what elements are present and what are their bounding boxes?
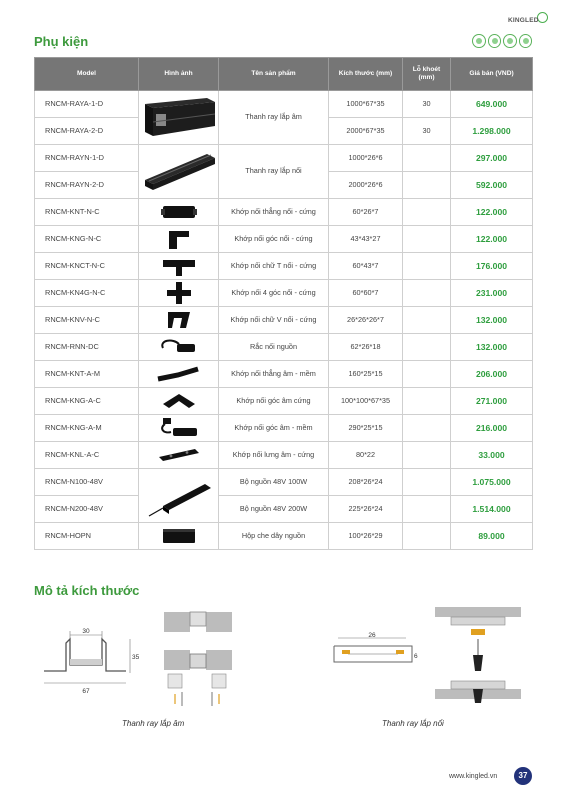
cell-model: RNCM-KNT-N-C [35,199,139,226]
cell-image [139,199,219,226]
cell-price: 1.514.000 [451,496,533,523]
section-title-accessories: Phụ kiện [34,34,89,49]
cell-hole [403,145,451,172]
dim-surface-height: 6 [414,653,418,660]
col-header-name: Tên sản phẩm [219,58,329,91]
col-header-price: Giá bán (VND) [451,58,533,91]
dim-surface-width: 26 [368,632,376,639]
cell-hole [403,253,451,280]
flexible-straight-connector-image [154,363,204,385]
cell-image [139,91,219,145]
cell-model: RNCM-RAYN-1-D [35,145,139,172]
section-title-dimensions: Mô tả kích thước [34,583,140,598]
cell-image [139,523,219,550]
cell-name: Khớp nối 4 góc nổi - cứng [219,280,329,307]
cell-image [139,280,219,307]
cell-hole [403,415,451,442]
kingled-logo [508,12,552,28]
cell-image [139,442,219,469]
table-row [35,199,533,226]
cell-size: 62*26*18 [329,334,403,361]
dim-width-top: 30 [82,628,90,635]
eco-bulb-icon [519,34,533,48]
v-connector-image [164,308,194,332]
table-header-row [35,58,533,91]
table-row [35,361,533,388]
surface-track-profile-diagram [328,632,418,672]
cell-price: 216.000 [451,415,533,442]
cell-name: Khớp nối góc nổi - cứng [219,226,329,253]
logo-text: KINGLED [508,17,539,24]
cell-price: 231.000 [451,280,533,307]
recessed-installation-illustration [160,608,240,720]
cell-model: RNCM-RNN-DC [35,334,139,361]
cell-name: Khớp nối chữ V nổi - cứng [219,307,329,334]
cell-size: 2000*67*35 [329,118,403,145]
cell-model: RNCM-RAYA-2-D [35,118,139,145]
cell-model: RNCM-RAYA-1-D [35,91,139,118]
accessories-table [34,57,533,550]
cell-size: 43*43*27 [329,226,403,253]
cell-price: 132.000 [451,334,533,361]
col-header-hole: Lỗ khoét (mm) [403,58,451,91]
cell-price: 33.000 [451,442,533,469]
corner-connector-image [165,227,193,251]
cell-hole [403,523,451,550]
cell-name: Rắc nối nguồn [219,334,329,361]
cell-size: 208*26*24 [329,469,403,496]
cell-model: RNCM-HOPN [35,523,139,550]
cell-price: 297.000 [451,145,533,172]
cell-image [139,307,219,334]
col-header-size: Kích thước (mm) [329,58,403,91]
eco-bulb-icon [488,34,502,48]
eco-icons [472,34,532,50]
cell-name: Bộ nguồn 48V 200W [219,496,329,523]
flexible-corner-connector-image [157,416,201,440]
cell-size: 1000*26*6 [329,145,403,172]
straight-connector-image [159,202,199,222]
cell-name: Khớp nối góc âm cứng [219,388,329,415]
table-row [35,415,533,442]
cell-price: 132.000 [451,307,533,334]
dim-width-bottom: 67 [82,688,90,695]
page-number-badge: 37 [514,767,532,785]
cell-price: 649.000 [451,91,533,118]
cell-model: RNCM-KNV-N-C [35,307,139,334]
cell-price: 592.000 [451,172,533,199]
cell-hole: 30 [403,91,451,118]
table-row [35,469,533,496]
caption-surface: Thanh ray lắp nổi [382,719,444,728]
cell-hole [403,442,451,469]
recessed-track-profile-diagram [40,625,148,695]
cell-image [139,253,219,280]
table-row [35,388,533,415]
power-jack-image [157,336,201,358]
cell-image [139,415,219,442]
footer-url: www.kingled.vn [449,773,498,780]
cell-model: RNCM-N100-48V [35,469,139,496]
cell-model: RNCM-KNCT-N-C [35,253,139,280]
recessed-track-image [141,96,217,140]
cell-size: 60*60*7 [329,280,403,307]
cell-hole [403,280,451,307]
recessed-corner-connector-image [159,390,199,412]
cell-image [139,334,219,361]
table-row [35,307,533,334]
cell-model: RNCM-KNT-A-M [35,361,139,388]
cable-cover-box-image [157,525,201,547]
cell-name: Khớp nối lưng âm - cứng [219,442,329,469]
table-row [35,145,533,172]
t-connector-image [161,254,197,278]
surface-track-image [141,150,217,194]
cell-hole [403,199,451,226]
table-row [35,91,533,118]
cell-hole [403,307,451,334]
table-row [35,280,533,307]
caption-recessed: Thanh ray lắp âm [122,719,185,728]
eco-bulb-icon [503,34,517,48]
cell-name: Khớp nối chữ T nổi - cứng [219,253,329,280]
cell-name: Thanh ray lắp âm [219,91,329,145]
cell-size: 60*26*7 [329,199,403,226]
cell-image [139,226,219,253]
cell-price: 122.000 [451,226,533,253]
back-connector-image [157,445,201,465]
cell-model: RNCM-KNG-N-C [35,226,139,253]
cell-size: 1000*67*35 [329,91,403,118]
cell-size: 2000*26*6 [329,172,403,199]
cell-price: 122.000 [451,199,533,226]
cell-name: Thanh ray lắp nổi [219,145,329,199]
eco-bulb-icon [472,34,486,48]
cell-model: RNCM-KNL-A-C [35,442,139,469]
cell-name: Khớp nối thẳng âm - mềm [219,361,329,388]
cell-model: RNCM-RAYN-2-D [35,172,139,199]
table-row [35,442,533,469]
cell-hole: 30 [403,118,451,145]
cell-size: 100*100*67*35 [329,388,403,415]
cell-size: 100*26*29 [329,523,403,550]
cell-image [139,388,219,415]
col-header-image: Hình ảnh [139,58,219,91]
power-supply-image [141,474,217,518]
cell-price: 1.298.000 [451,118,533,145]
cell-image [139,469,219,523]
cell-model: RNCM-KNG-A-C [35,388,139,415]
cell-image [139,361,219,388]
cell-size: 290*25*15 [329,415,403,442]
table-row [35,496,533,523]
cell-name: Hộp che dây nguồn [219,523,329,550]
cell-price: 271.000 [451,388,533,415]
cell-model: RNCM-N200-48V [35,496,139,523]
cell-image [139,145,219,199]
cell-name: Khớp nối góc âm - mềm [219,415,329,442]
cross-connector-image [165,281,193,305]
cell-size: 225*26*24 [329,496,403,523]
cell-price: 176.000 [451,253,533,280]
table-row [35,253,533,280]
cell-hole [403,226,451,253]
cell-hole [403,388,451,415]
cell-hole [403,361,451,388]
dim-height: 35 [132,654,140,661]
cell-hole [403,469,451,496]
cell-size: 26*26*26*7 [329,307,403,334]
table-row [35,226,533,253]
cell-price: 1.075.000 [451,469,533,496]
cell-hole [403,496,451,523]
col-header-model: Model [35,58,139,91]
cell-price: 206.000 [451,361,533,388]
table-row [35,523,533,550]
cell-size: 60*43*7 [329,253,403,280]
cell-hole [403,334,451,361]
cell-size: 160*25*15 [329,361,403,388]
cell-size: 80*22 [329,442,403,469]
cell-model: RNCM-KN4G-N-C [35,280,139,307]
cell-name: Bộ nguồn 48V 100W [219,469,329,496]
cell-hole [403,172,451,199]
cell-model: RNCM-KNG-A-M [35,415,139,442]
cell-price: 89.000 [451,523,533,550]
table-row [35,334,533,361]
surface-installation-illustration [433,603,523,713]
cell-name: Khớp nối thẳng nổi - cứng [219,199,329,226]
